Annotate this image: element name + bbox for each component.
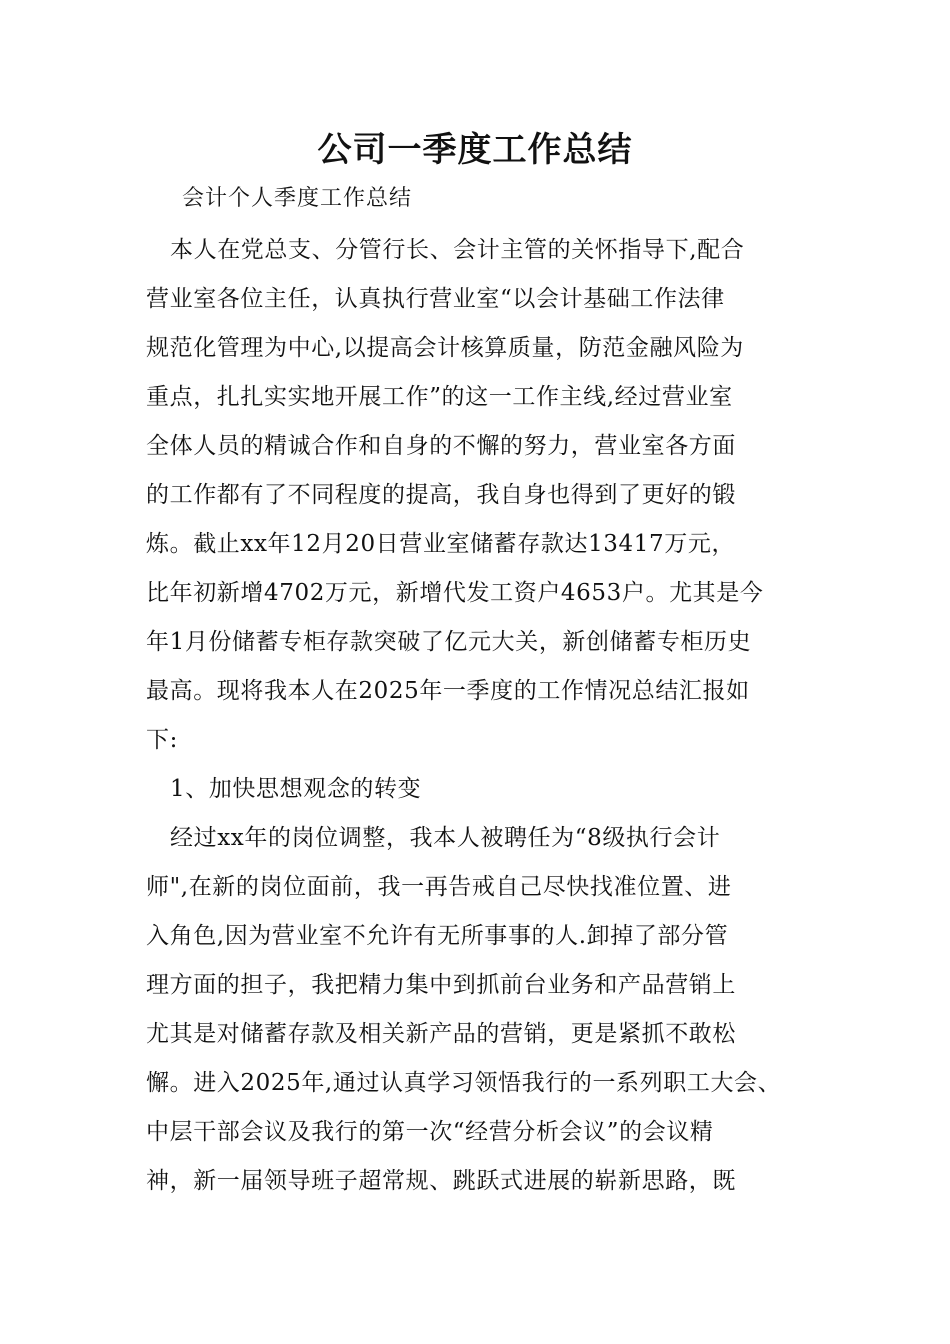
document-subtitle: 会计个人季度工作总结: [182, 186, 413, 211]
paragraph-line: 中层干部会议及我行的第一次“经营分析会议”的会议精: [146, 1119, 714, 1145]
paragraph-line: 全体人员的精诚合作和自身的不懈的努力，营业室各方面: [146, 433, 736, 459]
paragraph-line: 神，新一届领导班子超常规、跳跃式进展的崭新思路，既: [146, 1168, 736, 1194]
section-heading: 1、加快思想观念的转变: [170, 776, 422, 802]
paragraph-line: 最高。现将我本人在2025年一季度的工作情况总结汇报如: [146, 678, 750, 704]
paragraph-line: 入角色,因为营业室不允许有无所事事的人.卸掉了部分管: [146, 923, 729, 949]
paragraph-line: 师",在新的岗位面前，我一再告戒自己尽快找准位置、进: [146, 874, 732, 900]
paragraph-line: 年1月份储蓄专柜存款突破了亿元大关，新创储蓄专柜历史: [146, 629, 752, 655]
paragraph-line: 下:: [146, 727, 178, 753]
paragraph-line: 本人在党总支、分管行长、会计主管的关怀指导下,配合: [170, 237, 745, 263]
paragraph-line: 懈。进入2025年,通过认真学习领悟我行的一系列职工大会、: [146, 1070, 782, 1096]
paragraph-line: 炼。截止xx年12月20日营业室储蓄存款达13417万元，: [146, 531, 736, 557]
paragraph-line: 重点，扎扎实实地开展工作”的这一工作主线,经过营业室: [146, 384, 733, 410]
document-title: 公司一季度工作总结: [317, 130, 633, 170]
paragraph-line: 比年初新增4702万元，新增代发工资户4653户。尤其是今: [146, 580, 764, 606]
paragraph-line: 尤其是对储蓄存款及相关新产品的营销，更是紧抓不敢松: [146, 1021, 736, 1047]
paragraph-line: 营业室各位主任，认真执行营业室“以会计基础工作法律: [146, 286, 725, 312]
paragraph-line: 的工作都有了不同程度的提高，我自身也得到了更好的锻: [146, 482, 736, 508]
paragraph-line: 规范化管理为中心,以提高会计核算质量，防范金融风险为: [146, 335, 744, 361]
paragraph-line: 理方面的担子，我把精力集中到抓前台业务和产品营销上: [146, 972, 736, 998]
paragraph-line: 经过xx年的岗位调整，我本人被聘任为“8级执行会计: [170, 825, 721, 851]
